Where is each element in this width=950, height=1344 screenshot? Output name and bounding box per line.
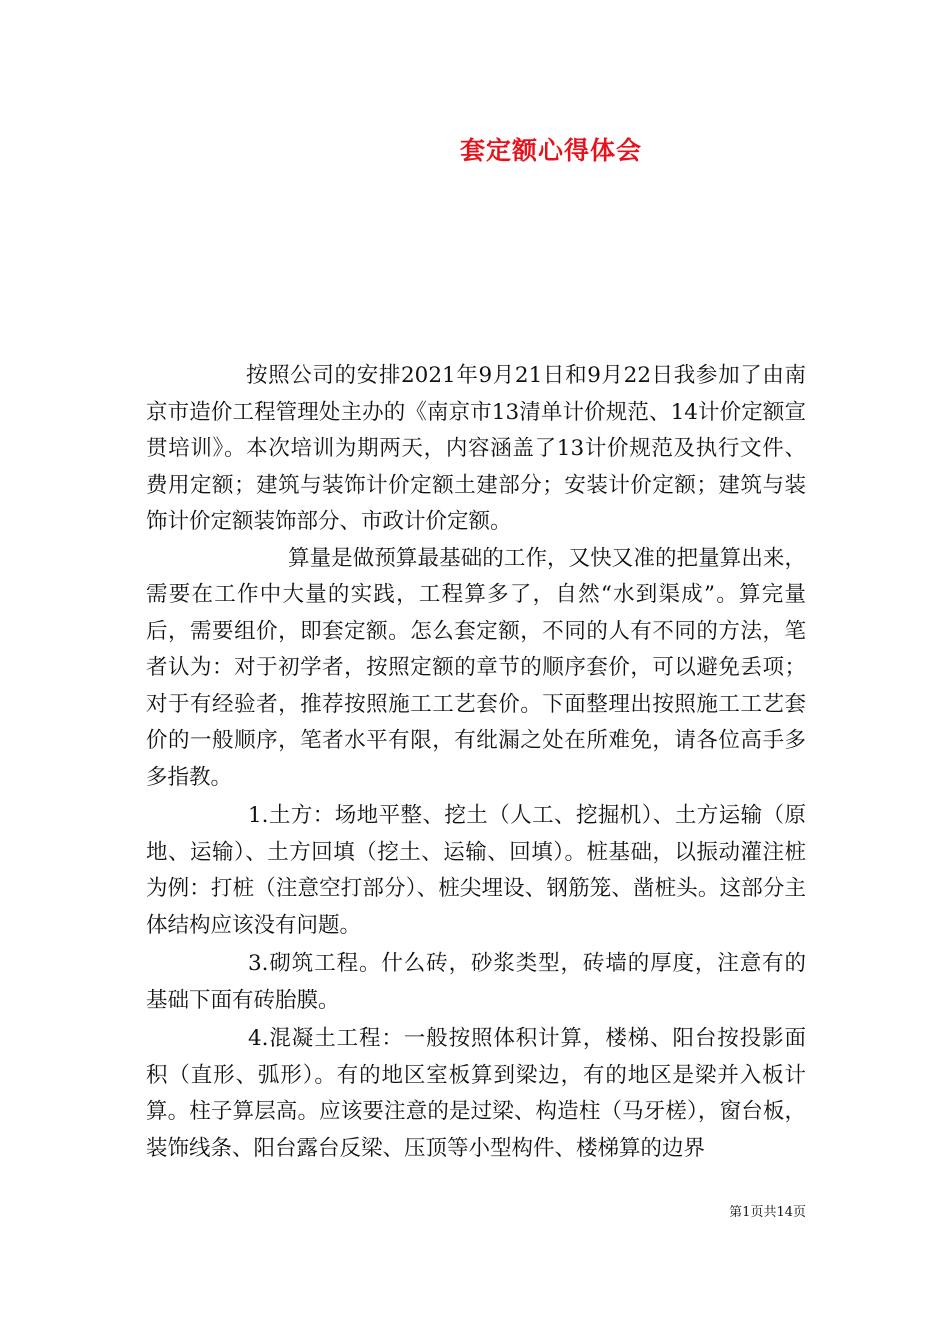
paragraph-masonry: 3.砌筑工程。什么砖，砂浆类型，砖墙的厚度，注意有的基础下面有砖胎膜。 xyxy=(146,951,806,1013)
paragraph-earthwork: 1.土方：场地平整、挖土（人工、挖掘机）、土方运输（原地、运输）、土方回填（挖土、运输、回填）。桩基础，以振动灌注桩为例：打桩（注意空打部分）、桩尖埋设、钢筋笼、凿桩头。这部分主体结构应该没有问题。 xyxy=(146,803,806,938)
paragraph-concrete: 4.混凝土工程：一般按照体积计算，楼梯、阳台按投影面积（直形、弧形）。有的地区室板算到梁边，有的地区是梁并入板计算。柱子算层高。应该要注意的是过梁、构造柱（马牙槎），窗台板，装饰线条、阳台露台反梁、压顶等小型构件、楼梯算的边界 xyxy=(146,1026,806,1161)
page-number-footer: 第1页共14页 xyxy=(729,1205,806,1220)
document-title: 套定额心得体会 xyxy=(459,136,642,165)
document-body xyxy=(146,358,806,1167)
paragraph-intro: 按照公司的安排2021年9月21日和9月22日我参加了由南京市造价工程管理处主办的《南京市13清单计价规范、14计价定额宣贯培训》。本次培训为期两天，内容涵盖了13计价规范及执行文件、费用定额；建筑与装饰计价定额土建部分；安装计价定额；建筑与装饰计价定额装饰部分、市政计价定额。 xyxy=(146,363,806,534)
paragraph-calculation: 算量是做预算最基础的工作，又快又准的把量算出来，需要在工作中大量的实践，工程算多了，自然“水到渠成”。算完量后，需要组价，即套定额。怎么套定额，不同的人有不同的方法，笔者认为：对于初学者，按照定额的章节的顺序套价，可以避免丢项；对于有经验者，推荐按照施工工艺套价。下面整理出按照施工工艺套价的一般顺序，笔者水平有限，有纰漏之处在所难免，请各位高手多多指教。 xyxy=(146,545,806,790)
